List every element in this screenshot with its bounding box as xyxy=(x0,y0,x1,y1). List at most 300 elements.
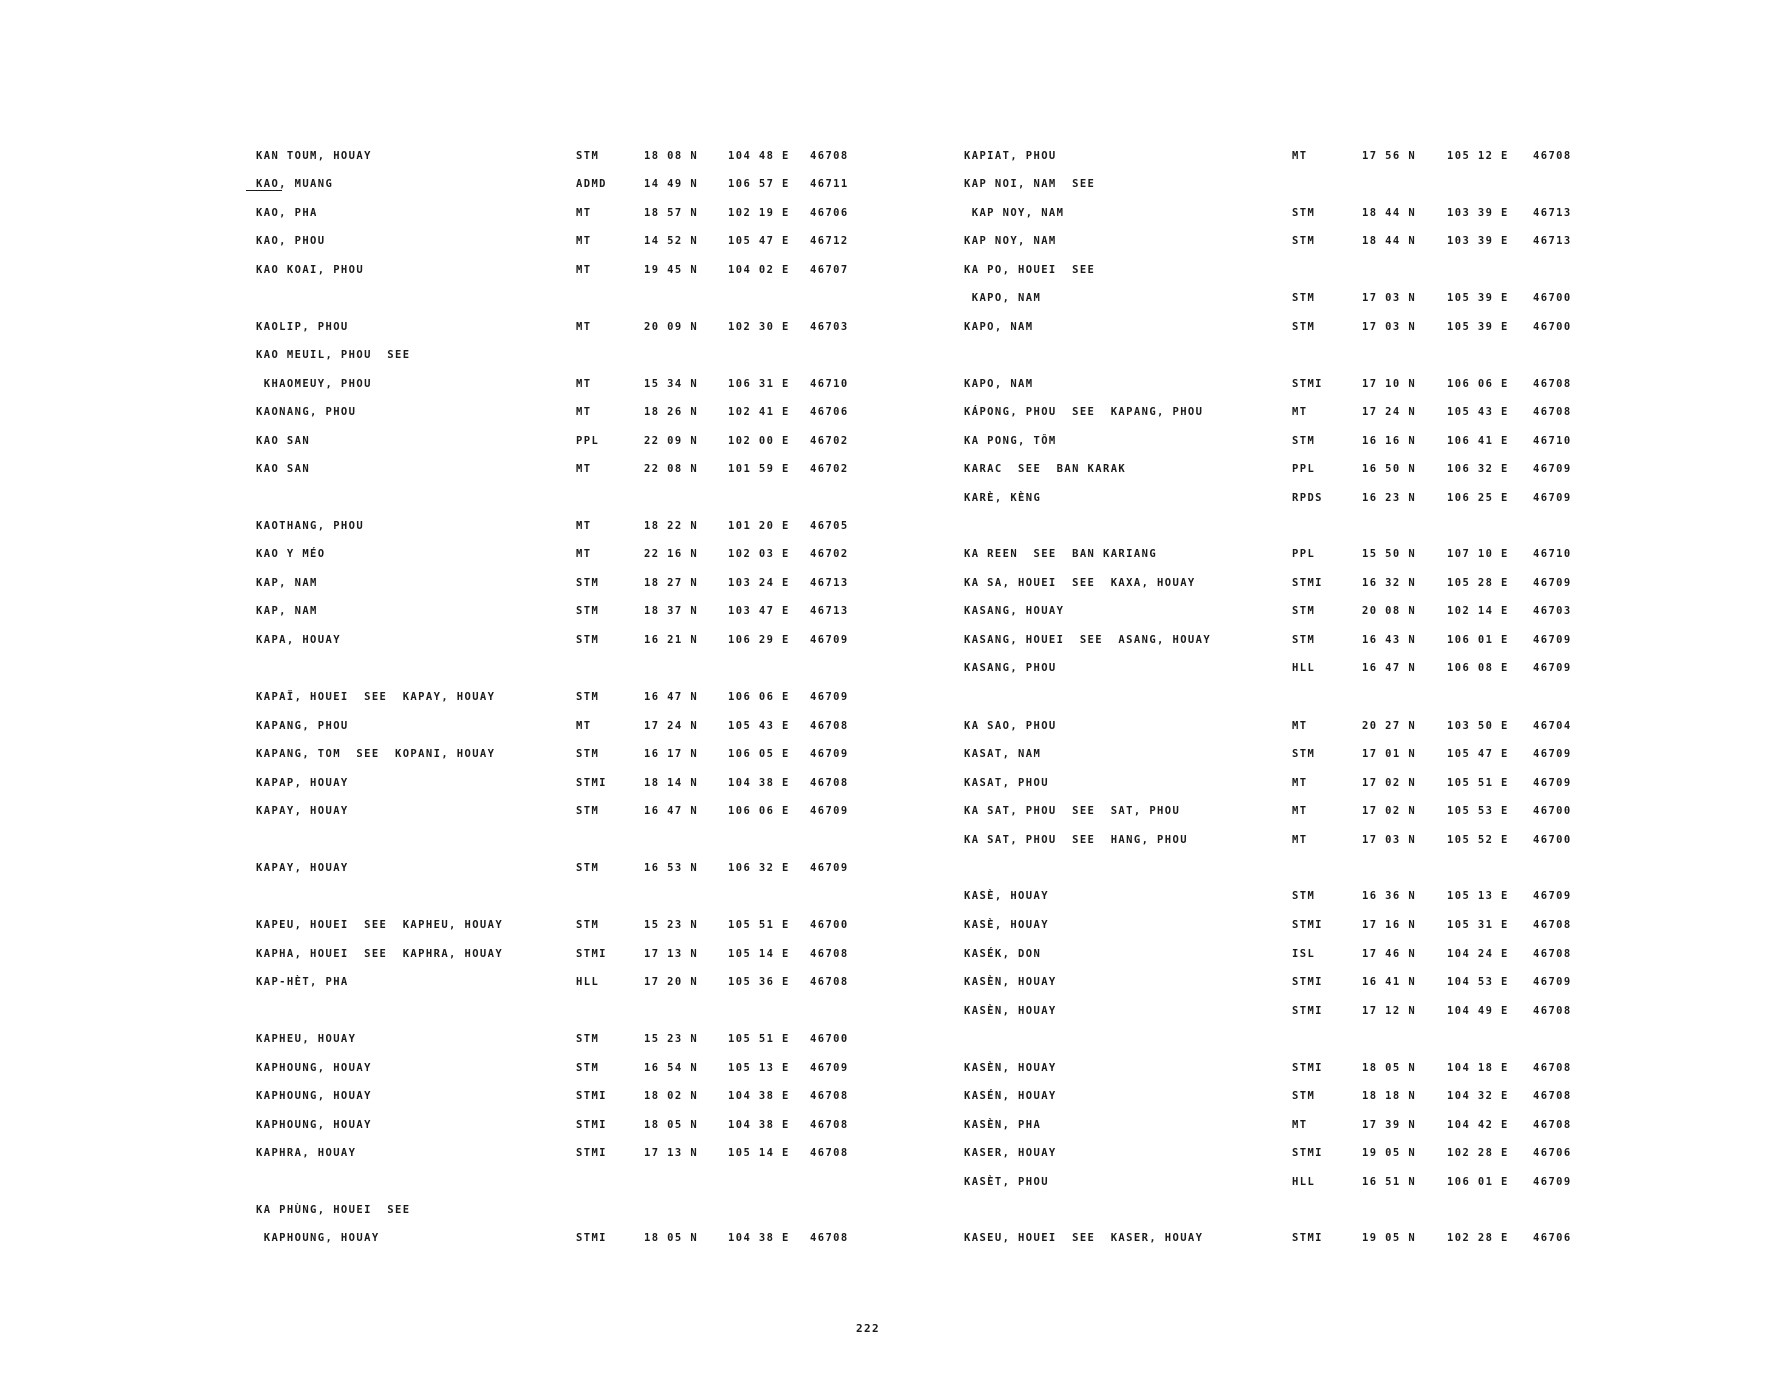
entry-name: KASÉN, HOUAY xyxy=(964,1090,1057,1102)
entry-lat: 17 56 N xyxy=(1362,150,1417,162)
entry-name: KASÉK, DON xyxy=(964,948,1042,960)
entry-lat: 18 44 N xyxy=(1362,207,1417,219)
entry-name: KAPAP, HOUAY xyxy=(256,777,349,789)
entry-lon: 104 18 E xyxy=(1447,1062,1509,1074)
entry-lat: 17 01 N xyxy=(1362,748,1417,760)
entry-code: STM xyxy=(1292,235,1316,247)
entry-ref: 46708 xyxy=(810,777,849,789)
entry-ref: 46711 xyxy=(810,178,849,190)
entry-lon: 104 38 E xyxy=(728,1119,790,1131)
entry-ref: 46713 xyxy=(1533,235,1572,247)
entry-code: STM xyxy=(1292,207,1316,219)
entry-lat: 19 45 N xyxy=(644,264,699,276)
entry-name: KA PO, HOUEI SEE xyxy=(964,264,1096,276)
entry-code: MT xyxy=(576,720,592,732)
entry-name: KAPHEU, HOUAY xyxy=(256,1033,357,1045)
entry-code: PPL xyxy=(576,435,600,447)
entry-name: KAPAY, HOUAY xyxy=(256,862,349,874)
entry-lat: 15 23 N xyxy=(644,919,699,931)
entry-lon: 106 57 E xyxy=(728,178,790,190)
entry-lat: 17 10 N xyxy=(1362,378,1417,390)
entry-lat: 14 49 N xyxy=(644,178,699,190)
entry-lon: 102 03 E xyxy=(728,548,790,560)
entry-ref: 46709 xyxy=(1533,748,1572,760)
entry-lon: 106 25 E xyxy=(1447,492,1509,504)
entry-lat: 17 16 N xyxy=(1362,919,1417,931)
entry-code: STMI xyxy=(1292,1062,1323,1074)
entry-lon: 102 14 E xyxy=(1447,605,1509,617)
entry-lon: 106 32 E xyxy=(728,862,790,874)
entry-lat: 16 47 N xyxy=(1362,662,1417,674)
entry-ref: 46703 xyxy=(810,321,849,333)
entry-name: KAO, PHA xyxy=(256,207,318,219)
entry-lat: 15 23 N xyxy=(644,1033,699,1045)
entry-name: KASÈN, HOUAY xyxy=(964,976,1057,988)
entry-code: PPL xyxy=(1292,548,1316,560)
entry-ref: 46709 xyxy=(1533,890,1572,902)
entry-name: KAPHOUNG, HOUAY xyxy=(256,1232,380,1244)
entry-lon: 106 41 E xyxy=(1447,435,1509,447)
entry-code: MT xyxy=(576,520,592,532)
entry-code: MT xyxy=(576,406,592,418)
entry-lat: 16 17 N xyxy=(644,748,699,760)
entry-lon: 103 24 E xyxy=(728,577,790,589)
entry-lat: 17 13 N xyxy=(644,948,699,960)
entry-lat: 16 51 N xyxy=(1362,1176,1417,1188)
entry-lon: 104 38 E xyxy=(728,1232,790,1244)
entry-lon: 105 28 E xyxy=(1447,577,1509,589)
entry-code: STM xyxy=(576,634,600,646)
entry-code: MT xyxy=(576,463,592,475)
entry-name: KÁPONG, PHOU SEE KAPANG, PHOU xyxy=(964,406,1204,418)
entry-ref: 46706 xyxy=(1533,1147,1572,1159)
entry-lon: 102 30 E xyxy=(728,321,790,333)
entry-code: RPDS xyxy=(1292,492,1323,504)
entry-lon: 106 29 E xyxy=(728,634,790,646)
entry-lon: 105 47 E xyxy=(1447,748,1509,760)
entry-lon: 106 31 E xyxy=(728,378,790,390)
entry-lon: 106 01 E xyxy=(1447,634,1509,646)
entry-code: MT xyxy=(1292,777,1308,789)
entry-name: KAO SAN xyxy=(256,435,311,447)
page-number: 222 xyxy=(856,1322,881,1335)
entry-ref: 46706 xyxy=(810,207,849,219)
entry-name: KAOLIP, PHOU xyxy=(256,321,349,333)
entry-ref: 46708 xyxy=(810,720,849,732)
entry-name: KA PONG, TÔM xyxy=(964,435,1057,447)
entry-ref: 46709 xyxy=(1533,634,1572,646)
entry-lat: 22 08 N xyxy=(644,463,699,475)
entry-name: KAPO, NAM xyxy=(964,378,1034,390)
entry-code: MT xyxy=(576,264,592,276)
entry-code: STM xyxy=(576,805,600,817)
entry-code: PPL xyxy=(1292,463,1316,475)
entry-name: KAO, MUANG xyxy=(256,178,334,190)
entry-code: STM xyxy=(1292,634,1316,646)
entry-lon: 105 13 E xyxy=(728,1062,790,1074)
entry-lon: 103 47 E xyxy=(728,605,790,617)
entry-lat: 18 26 N xyxy=(644,406,699,418)
entry-code: STMI xyxy=(576,948,607,960)
entry-code: STMI xyxy=(1292,919,1323,931)
entry-code: STM xyxy=(576,862,600,874)
entry-lon: 104 38 E xyxy=(728,1090,790,1102)
entry-ref: 46706 xyxy=(810,406,849,418)
entry-ref: 46709 xyxy=(1533,1176,1572,1188)
entry-ref: 46700 xyxy=(1533,805,1572,817)
entry-lon: 106 01 E xyxy=(1447,1176,1509,1188)
entry-name: KAPHA, HOUEI SEE KAPHRA, HOUAY xyxy=(256,948,504,960)
entry-ref: 46709 xyxy=(1533,662,1572,674)
entry-name: KASAT, PHOU xyxy=(964,777,1049,789)
entry-lon: 102 28 E xyxy=(1447,1147,1509,1159)
entry-lat: 18 05 N xyxy=(644,1119,699,1131)
entry-name: KASÈT, PHOU xyxy=(964,1176,1049,1188)
entry-ref: 46704 xyxy=(1533,720,1572,732)
entry-ref: 46708 xyxy=(1533,378,1572,390)
entry-name: KAO MEUIL, PHOU SEE xyxy=(256,349,411,361)
entry-name: KAO KOAI, PHOU xyxy=(256,264,365,276)
entry-lat: 17 03 N xyxy=(1362,292,1417,304)
entry-code: STM xyxy=(576,1033,600,1045)
entry-name: KAPANG, TOM SEE KOPANI, HOUAY xyxy=(256,748,496,760)
entry-ref: 46706 xyxy=(1533,1232,1572,1244)
entry-ref: 46713 xyxy=(810,605,849,617)
entry-lon: 105 51 E xyxy=(1447,777,1509,789)
entry-ref: 46708 xyxy=(810,976,849,988)
entry-code: STM xyxy=(576,577,600,589)
entry-code: HLL xyxy=(576,976,600,988)
entry-code: MT xyxy=(576,378,592,390)
entry-lat: 18 02 N xyxy=(644,1090,699,1102)
entry-ref: 46700 xyxy=(810,919,849,931)
entry-code: STM xyxy=(1292,605,1316,617)
entry-lon: 106 06 E xyxy=(728,691,790,703)
entry-lat: 20 27 N xyxy=(1362,720,1417,732)
entry-name: KAPO, NAM xyxy=(964,321,1034,333)
entry-lat: 17 13 N xyxy=(644,1147,699,1159)
entry-lon: 105 14 E xyxy=(728,1147,790,1159)
entry-name: KARÈ, KÈNG xyxy=(964,492,1042,504)
entry-ref: 46702 xyxy=(810,435,849,447)
entry-code: STM xyxy=(576,748,600,760)
entry-ref: 46708 xyxy=(810,150,849,162)
entry-ref: 46709 xyxy=(810,748,849,760)
entry-ref: 46709 xyxy=(1533,463,1572,475)
entry-ref: 46710 xyxy=(1533,435,1572,447)
entry-name: KA SAT, PHOU SEE SAT, PHOU xyxy=(964,805,1181,817)
entry-name: KAPA, HOUAY xyxy=(256,634,341,646)
entry-lon: 103 39 E xyxy=(1447,207,1509,219)
entry-lat: 17 03 N xyxy=(1362,321,1417,333)
entry-code: STM xyxy=(576,919,600,931)
entry-lat: 18 14 N xyxy=(644,777,699,789)
entry-lon: 104 02 E xyxy=(728,264,790,276)
entry-code: MT xyxy=(1292,805,1308,817)
entry-ref: 46708 xyxy=(810,1119,849,1131)
entry-lon: 104 53 E xyxy=(1447,976,1509,988)
entry-lon: 103 39 E xyxy=(1447,235,1509,247)
entry-name: KA REEN SEE BAN KARIANG xyxy=(964,548,1158,560)
entry-lon: 104 48 E xyxy=(728,150,790,162)
entry-code: ADMD xyxy=(576,178,607,190)
entry-code: STMI xyxy=(576,1147,607,1159)
entry-lat: 15 34 N xyxy=(644,378,699,390)
entry-ref: 46708 xyxy=(810,948,849,960)
entry-lat: 22 16 N xyxy=(644,548,699,560)
entry-code: MT xyxy=(1292,406,1308,418)
entry-name: KAO SAN xyxy=(256,463,311,475)
entry-ref: 46713 xyxy=(810,577,849,589)
entry-code: HLL xyxy=(1292,662,1316,674)
entry-lon: 104 49 E xyxy=(1447,1005,1509,1017)
entry-lat: 16 47 N xyxy=(644,805,699,817)
entry-ref: 46708 xyxy=(1533,919,1572,931)
entry-lon: 105 53 E xyxy=(1447,805,1509,817)
entry-name: KASÈ, HOUAY xyxy=(964,919,1049,931)
entry-ref: 46708 xyxy=(1533,150,1572,162)
entry-name: KASANG, HOUEI SEE ASANG, HOUAY xyxy=(964,634,1212,646)
entry-code: STMI xyxy=(1292,1147,1323,1159)
entry-lat: 17 12 N xyxy=(1362,1005,1417,1017)
entry-name: KASAT, NAM xyxy=(964,748,1042,760)
entry-lon: 105 31 E xyxy=(1447,919,1509,931)
entry-name: KAP NOI, NAM SEE xyxy=(964,178,1096,190)
entry-ref: 46708 xyxy=(1533,948,1572,960)
entry-code: STMI xyxy=(576,1090,607,1102)
entry-name: KA PHÙNG, HOUEI SEE xyxy=(256,1204,411,1216)
entry-name: KAP-HÈT, PHA xyxy=(256,976,349,988)
entry-lat: 16 21 N xyxy=(644,634,699,646)
entry-code: STM xyxy=(576,1062,600,1074)
entry-name: KAPIAT, PHOU xyxy=(964,150,1057,162)
entry-code: STM xyxy=(1292,435,1316,447)
entry-name: KAP NOY, NAM xyxy=(964,235,1057,247)
entry-lat: 18 27 N xyxy=(644,577,699,589)
entry-name: KASÈN, HOUAY xyxy=(964,1062,1057,1074)
entry-ref: 46708 xyxy=(1533,1119,1572,1131)
entry-name: KAO Y MÉO xyxy=(256,548,326,560)
entry-lon: 105 43 E xyxy=(1447,406,1509,418)
entry-name: KAPAY, HOUAY xyxy=(256,805,349,817)
entry-lat: 16 53 N xyxy=(644,862,699,874)
entry-code: STMI xyxy=(576,777,607,789)
entry-name: KASÈN, PHA xyxy=(964,1119,1042,1131)
entry-ref: 46707 xyxy=(810,264,849,276)
entry-lon: 105 47 E xyxy=(728,235,790,247)
entry-lon: 102 41 E xyxy=(728,406,790,418)
entry-lat: 16 54 N xyxy=(644,1062,699,1074)
entry-lat: 18 05 N xyxy=(1362,1062,1417,1074)
entry-lat: 16 43 N xyxy=(1362,634,1417,646)
entry-lon: 105 12 E xyxy=(1447,150,1509,162)
entry-name: KAPHOUNG, HOUAY xyxy=(256,1062,372,1074)
entry-name: KAPO, NAM xyxy=(964,292,1042,304)
entry-lat: 16 23 N xyxy=(1362,492,1417,504)
entry-ref: 46709 xyxy=(1533,976,1572,988)
entry-ref: 46700 xyxy=(1533,321,1572,333)
entry-ref: 46709 xyxy=(1533,577,1572,589)
entry-lon: 103 50 E xyxy=(1447,720,1509,732)
entry-lat: 17 24 N xyxy=(1362,406,1417,418)
entry-lon: 102 28 E xyxy=(1447,1232,1509,1244)
entry-code: STMI xyxy=(576,1119,607,1131)
entry-code: STM xyxy=(1292,1090,1316,1102)
underline-mark xyxy=(246,190,282,191)
entry-lat: 18 05 N xyxy=(644,1232,699,1244)
entry-lon: 106 08 E xyxy=(1447,662,1509,674)
entry-name: KAPAÏ, HOUEI SEE KAPAY, HOUAY xyxy=(256,691,496,703)
entry-lat: 16 50 N xyxy=(1362,463,1417,475)
entry-lon: 101 59 E xyxy=(728,463,790,475)
entry-ref: 46708 xyxy=(1533,1062,1572,1074)
entry-lat: 18 08 N xyxy=(644,150,699,162)
entry-lat: 16 36 N xyxy=(1362,890,1417,902)
entry-code: STMI xyxy=(1292,378,1323,390)
entry-ref: 46700 xyxy=(1533,292,1572,304)
entry-code: STMI xyxy=(1292,577,1323,589)
entry-lon: 105 51 E xyxy=(728,919,790,931)
entry-lat: 18 18 N xyxy=(1362,1090,1417,1102)
entry-name: KASER, HOUAY xyxy=(964,1147,1057,1159)
entry-lat: 19 05 N xyxy=(1362,1147,1417,1159)
entry-lat: 16 32 N xyxy=(1362,577,1417,589)
entry-lat: 17 03 N xyxy=(1362,834,1417,846)
entry-lon: 106 06 E xyxy=(728,805,790,817)
entry-lon: 105 39 E xyxy=(1447,321,1509,333)
entry-name: KASANG, PHOU xyxy=(964,662,1057,674)
entry-name: KAPEU, HOUEI SEE KAPHEU, HOUAY xyxy=(256,919,504,931)
entry-lat: 16 41 N xyxy=(1362,976,1417,988)
entry-lon: 106 06 E xyxy=(1447,378,1509,390)
entry-code: HLL xyxy=(1292,1176,1316,1188)
entry-code: MT xyxy=(1292,834,1308,846)
entry-ref: 46708 xyxy=(810,1147,849,1159)
entry-lat: 15 50 N xyxy=(1362,548,1417,560)
entry-ref: 46709 xyxy=(810,1062,849,1074)
entry-name: KA SAT, PHOU SEE HANG, PHOU xyxy=(964,834,1188,846)
entry-lat: 17 02 N xyxy=(1362,805,1417,817)
entry-lon: 104 32 E xyxy=(1447,1090,1509,1102)
entry-ref: 46708 xyxy=(810,1232,849,1244)
entry-name: KAO, PHOU xyxy=(256,235,326,247)
entry-lat: 18 44 N xyxy=(1362,235,1417,247)
entry-lat: 17 24 N xyxy=(644,720,699,732)
entry-code: STM xyxy=(1292,748,1316,760)
entry-ref: 46709 xyxy=(810,691,849,703)
entry-code: MT xyxy=(576,321,592,333)
entry-lat: 18 57 N xyxy=(644,207,699,219)
entry-lon: 105 43 E xyxy=(728,720,790,732)
entry-ref: 46710 xyxy=(810,378,849,390)
entry-name: KAPHOUNG, HOUAY xyxy=(256,1090,372,1102)
entry-name: KARAC SEE BAN KARAK xyxy=(964,463,1127,475)
entry-lat: 19 05 N xyxy=(1362,1232,1417,1244)
entry-ref: 46708 xyxy=(1533,1005,1572,1017)
entry-lat: 17 20 N xyxy=(644,976,699,988)
entry-ref: 46702 xyxy=(810,463,849,475)
entry-code: STMI xyxy=(1292,976,1323,988)
entry-code: MT xyxy=(576,548,592,560)
entry-ref: 46709 xyxy=(810,805,849,817)
entry-name: KAN TOUM, HOUAY xyxy=(256,150,372,162)
entry-name: KAPANG, PHOU xyxy=(256,720,349,732)
entry-lon: 105 51 E xyxy=(728,1033,790,1045)
entry-name: KA SA, HOUEI SEE KAXA, HOUAY xyxy=(964,577,1196,589)
entry-lat: 22 09 N xyxy=(644,435,699,447)
entry-name: KASEU, HOUEI SEE KASER, HOUAY xyxy=(964,1232,1204,1244)
entry-lon: 106 05 E xyxy=(728,748,790,760)
entry-code: STM xyxy=(576,150,600,162)
entry-lon: 105 39 E xyxy=(1447,292,1509,304)
entry-code: ISL xyxy=(1292,948,1316,960)
entry-lat: 17 39 N xyxy=(1362,1119,1417,1131)
entry-lat: 20 08 N xyxy=(1362,605,1417,617)
entry-name: KASANG, HOUAY xyxy=(964,605,1065,617)
entry-lon: 104 38 E xyxy=(728,777,790,789)
entry-code: MT xyxy=(1292,720,1308,732)
entry-lat: 18 37 N xyxy=(644,605,699,617)
entry-ref: 46713 xyxy=(1533,207,1572,219)
entry-lat: 18 22 N xyxy=(644,520,699,532)
entry-name: KAP, NAM xyxy=(256,577,318,589)
entry-ref: 46709 xyxy=(810,634,849,646)
entry-lat: 16 47 N xyxy=(644,691,699,703)
entry-ref: 46708 xyxy=(1533,1090,1572,1102)
entry-name: KA SAO, PHOU xyxy=(964,720,1057,732)
entry-lon: 107 10 E xyxy=(1447,548,1509,560)
entry-name: KAP NOY, NAM xyxy=(964,207,1065,219)
entry-lat: 20 09 N xyxy=(644,321,699,333)
entry-lon: 105 36 E xyxy=(728,976,790,988)
entry-ref: 46709 xyxy=(1533,492,1572,504)
entry-code: STM xyxy=(576,605,600,617)
entry-name: KAPHRA, HOUAY xyxy=(256,1147,357,1159)
entry-ref: 46705 xyxy=(810,520,849,532)
entry-code: STM xyxy=(1292,321,1316,333)
entry-ref: 46703 xyxy=(1533,605,1572,617)
entry-ref: 46708 xyxy=(1533,406,1572,418)
entry-name: KAP, NAM xyxy=(256,605,318,617)
entry-ref: 46712 xyxy=(810,235,849,247)
entry-code: STMI xyxy=(1292,1232,1323,1244)
entry-name: KAOTHANG, PHOU xyxy=(256,520,365,532)
entry-lat: 14 52 N xyxy=(644,235,699,247)
entry-code: MT xyxy=(1292,1119,1308,1131)
entry-name: KHAOMEUY, PHOU xyxy=(256,378,372,390)
entry-name: KASÈ, HOUAY xyxy=(964,890,1049,902)
entry-code: STM xyxy=(576,691,600,703)
entry-lon: 104 42 E xyxy=(1447,1119,1509,1131)
entry-name: KAPHOUNG, HOUAY xyxy=(256,1119,372,1131)
entry-lon: 102 19 E xyxy=(728,207,790,219)
entry-code: MT xyxy=(576,235,592,247)
entry-code: MT xyxy=(1292,150,1308,162)
entry-lon: 101 20 E xyxy=(728,520,790,532)
entry-code: STM xyxy=(1292,890,1316,902)
entry-lat: 17 46 N xyxy=(1362,948,1417,960)
entry-code: STMI xyxy=(576,1232,607,1244)
entry-lon: 105 14 E xyxy=(728,948,790,960)
entry-lat: 16 16 N xyxy=(1362,435,1417,447)
entry-ref: 46700 xyxy=(810,1033,849,1045)
entry-ref: 46702 xyxy=(810,548,849,560)
entry-lon: 105 13 E xyxy=(1447,890,1509,902)
entry-ref: 46709 xyxy=(810,862,849,874)
entry-code: STM xyxy=(1292,292,1316,304)
entry-ref: 46700 xyxy=(1533,834,1572,846)
entry-lon: 105 52 E xyxy=(1447,834,1509,846)
